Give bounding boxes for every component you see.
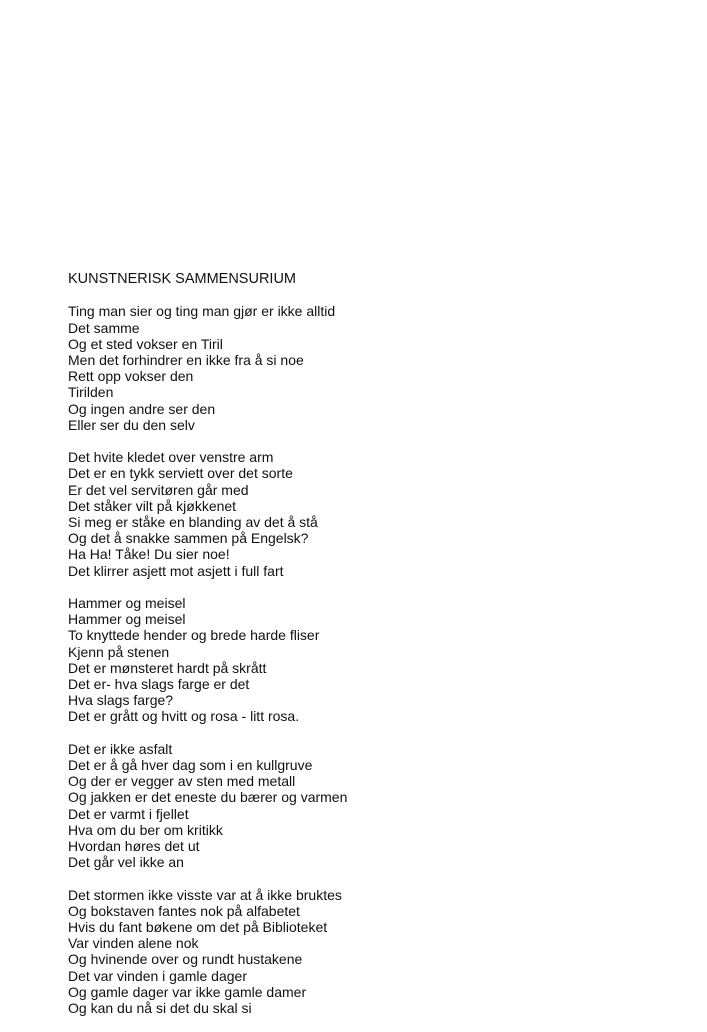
- poem-line: Det er å gå hver dag som i en kullgruve: [68, 757, 313, 774]
- poem-line: Det hvite kledet over venstre arm: [68, 449, 274, 466]
- poem-line: Rett opp vokser den: [68, 368, 194, 385]
- poem-line: Og ingen andre ser den: [68, 400, 216, 417]
- poem-line: Og det å snakke sammen på Engelsk?: [68, 530, 309, 547]
- stanza-4: [68, 741, 668, 871]
- poem-line: Det stormen ikke visste var at å ikke bruktes: [68, 886, 342, 903]
- stanza-2: [68, 449, 668, 579]
- poem-line: Er det vel servitøren går med: [68, 481, 249, 498]
- stanza-5: [68, 887, 668, 1017]
- poem-line: Det går vel ikke an: [68, 854, 184, 871]
- poem-line: Var vinden alene nok: [68, 935, 199, 952]
- poem-line: Det samme: [68, 319, 140, 336]
- poem-line: Og bokstaven fantes nok på alfabetet: [68, 902, 300, 919]
- stanza-3: [68, 595, 668, 725]
- poem-line: Det er mønsteret hardt på skrått: [68, 659, 267, 676]
- poem-line: Det er ikke asfalt: [68, 740, 173, 757]
- poem-line: Og et sted vokser en Tiril: [68, 335, 223, 352]
- poem-line: Det var vinden i gamle dager: [68, 967, 247, 984]
- stanza-1: [68, 303, 668, 433]
- poem-line: Hva slags farge?: [68, 692, 174, 709]
- poem-line: Og kan du nå si det du skal si: [68, 1000, 252, 1017]
- poem-line: Og der er vegger av sten med metall: [68, 773, 296, 790]
- poem-line: Hva om du ber om kritikk: [68, 821, 223, 838]
- poem-line: Hammer og meisel: [68, 611, 186, 628]
- poem-line: Hvis du fant bøkene om det på Biblioteket: [68, 919, 328, 936]
- poem-line: Det klirrer asjett mot asjett i full fart: [68, 562, 284, 579]
- poem-line: Ha Ha! Tåke! Du sier noe!: [68, 546, 230, 563]
- poem-line: Si meg er ståke en blanding av det å stå: [68, 514, 318, 531]
- poem-line: Det er en tykk serviett over det sorte: [68, 465, 293, 482]
- poem-line: Men det forhindrer en ikke fra å si noe: [68, 352, 304, 368]
- poem-line: Og jakken er det eneste du bærer og varmen: [68, 789, 348, 806]
- poem-line: Det ståker vilt på kjøkkenet: [68, 497, 237, 514]
- poem-line: Det er- hva slags farge er det: [68, 676, 250, 693]
- poem-line: Kjenn på stenen: [68, 643, 170, 660]
- poem-line: Eller ser du den selv: [68, 416, 195, 433]
- poem-line: Hammer og meisel: [68, 595, 186, 612]
- poem-title: KUNSTNERISK SAMMENSURIUM: [68, 271, 296, 287]
- poem-line: Og hvinende over og rundt hustakene: [68, 951, 303, 968]
- poem-line: Og gamle dager var ikke gamle damer: [68, 983, 307, 1000]
- poem-line: Det er varmt i fjellet: [68, 805, 189, 822]
- poem-line: Ting man sier og ting man gjør er ikke alltid: [68, 303, 336, 320]
- poem-line: Tirilden: [68, 384, 114, 401]
- poem: [68, 271, 668, 1032]
- poem-line: Hvordan høres det ut: [68, 838, 200, 855]
- poem-line: Det er grått og hvitt og rosa - litt rosa.: [68, 708, 300, 725]
- poem-line: To knyttede hender og brede harde fliser: [68, 627, 320, 644]
